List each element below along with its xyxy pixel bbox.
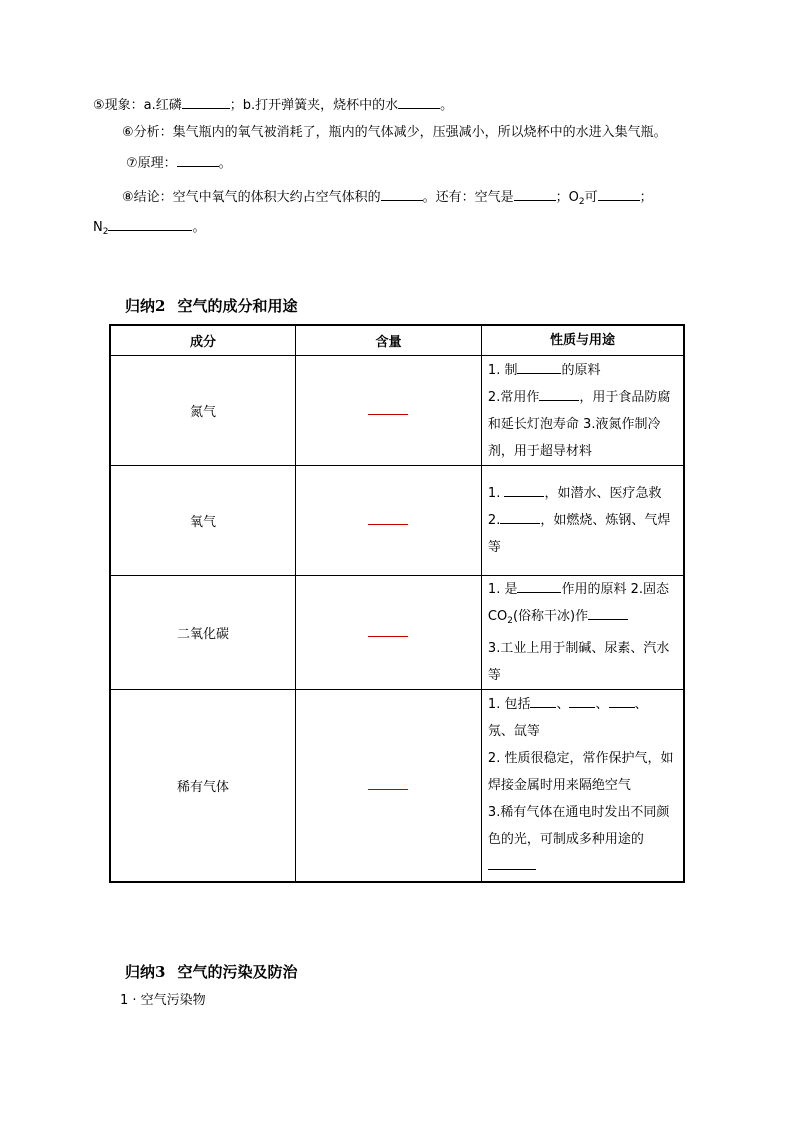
fill-blank[interactable] bbox=[588, 607, 628, 620]
fill-blank[interactable] bbox=[539, 388, 579, 401]
table-row bbox=[110, 356, 684, 466]
fill-blank[interactable] bbox=[517, 361, 561, 374]
fill-blank[interactable] bbox=[500, 511, 540, 524]
fill-blank[interactable] bbox=[609, 695, 635, 708]
section3-item1: 1 · 空气污染物 bbox=[120, 993, 206, 1008]
fill-blank[interactable] bbox=[569, 695, 595, 708]
component-name: 氧气 bbox=[110, 466, 296, 576]
fill-blank[interactable] bbox=[381, 188, 423, 201]
header-properties: 性质与用途 bbox=[481, 325, 684, 356]
fill-blank[interactable] bbox=[514, 188, 556, 201]
fill-blank[interactable] bbox=[517, 580, 561, 593]
fill-blank[interactable] bbox=[182, 96, 230, 109]
table-header-row bbox=[110, 325, 684, 356]
uses-cell: 1. 是 作用的原料 2.固态 $CO_2$(俗称干冰)作 3.工业上用于制碱、尿素、汽水等 bbox=[481, 576, 684, 690]
line-phenomenon: ⑤现象：a.红磷 ；b.打开弹簧夹，烧杯中的水 。 bbox=[93, 98, 454, 113]
component-name: 稀有气体 bbox=[110, 690, 296, 882]
fill-blank[interactable] bbox=[368, 402, 408, 415]
line-n2: $N_2$ 。 bbox=[93, 220, 206, 237]
uses-cell: 1. 制 的原料 2.常用作 ，用于食品防腐和延长灯泡寿命 3.液氮作制冷剂，用于超导材料 bbox=[481, 356, 684, 466]
line-principle: ⑦原理： 。 bbox=[126, 156, 232, 171]
content-cell bbox=[296, 690, 482, 882]
fill-blank[interactable] bbox=[368, 624, 408, 637]
component-name: 二氧化碳 bbox=[110, 576, 296, 690]
fill-blank[interactable] bbox=[398, 96, 440, 109]
content-cell bbox=[296, 356, 482, 466]
table-row bbox=[110, 466, 684, 576]
content-cell bbox=[296, 576, 482, 690]
uses-cell: 1. 包括 、 、 、 氖、氙等 2. 性质很稳定，常作保护气，如焊接金属时用来隔绝空气 3.稀有气体在通电时发出不同颜色的光，可制成多种用途的 bbox=[481, 690, 684, 882]
fill-blank[interactable] bbox=[530, 695, 556, 708]
header-content: 含量 bbox=[296, 325, 482, 356]
line-conclusion: ⑧结论：空气中氧气的体积大约占空气体积的 。还有：空气是 ；$O_2$可 ； bbox=[122, 190, 653, 207]
section2-heading: 归纳2 空气的成分和用途 bbox=[125, 297, 298, 315]
air-composition-table bbox=[109, 324, 685, 883]
content-cell bbox=[296, 466, 482, 576]
table-row bbox=[110, 576, 684, 690]
fill-blank[interactable] bbox=[504, 484, 544, 497]
table-row bbox=[110, 690, 684, 882]
fill-blank[interactable] bbox=[368, 777, 408, 790]
section3-heading: 归纳3 空气的污染及防治 bbox=[125, 963, 298, 981]
fill-blank[interactable] bbox=[177, 154, 219, 167]
line-analysis: ⑥分析：集气瓶内的氧气被消耗了，瓶内的气体减少，压强减小，所以烧杯中的水进入集气瓶。 bbox=[122, 125, 667, 140]
fill-blank[interactable] bbox=[598, 188, 640, 201]
component-name: 氮气 bbox=[110, 356, 296, 466]
fill-blank[interactable] bbox=[368, 512, 408, 525]
fill-blank[interactable] bbox=[488, 857, 536, 870]
fill-blank[interactable] bbox=[108, 218, 192, 231]
uses-cell: 1. ，如潜水、医疗急救 2. ，如燃烧、炼钢、气焊等 bbox=[481, 466, 684, 576]
header-component: 成分 bbox=[110, 325, 296, 356]
